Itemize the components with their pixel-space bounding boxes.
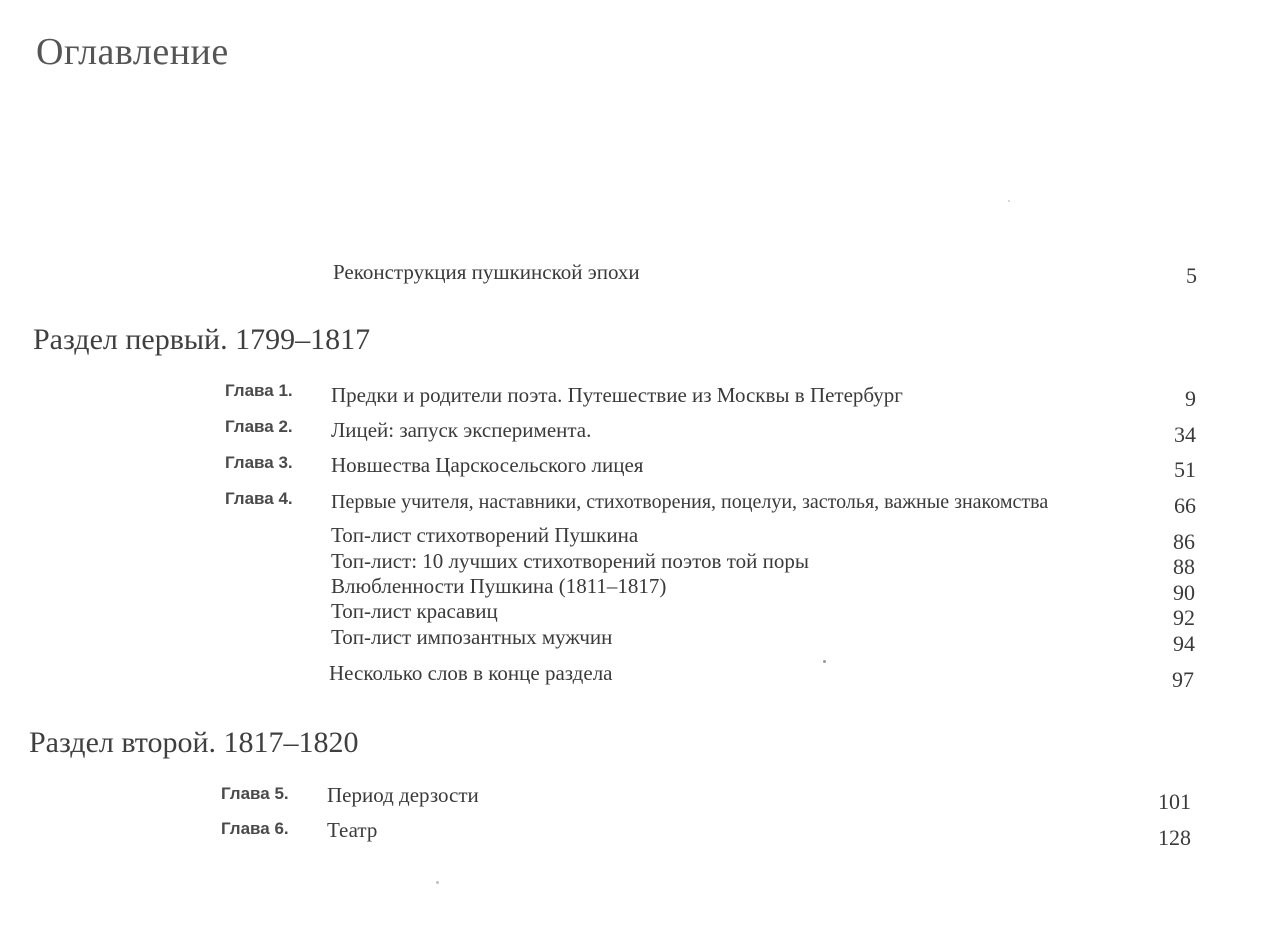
extra-entry-5-page: 94 — [1173, 631, 1195, 656]
extra-entry-1-page: 86 — [1173, 529, 1195, 554]
extra-entry-5-title[interactable]: Топ-лист импозантных мужчин — [331, 625, 613, 649]
section-heading-1: Раздел первый. 1799–1817 — [33, 323, 371, 356]
extra-entry-4-title[interactable]: Топ-лист красавиц — [331, 599, 498, 623]
chapter-number-3: Глава 3. — [225, 453, 293, 472]
chapter-number-2: Глава 2. — [225, 417, 293, 436]
chapter-title-3[interactable]: Новшества Царскосельского лицея — [331, 453, 644, 477]
section-closing-page: 97 — [1172, 667, 1194, 692]
chapter-page-6: 128 — [1158, 825, 1191, 850]
chapter-title-6[interactable]: Театр — [327, 818, 378, 842]
extra-entry-3-title[interactable]: Влюбленности Пушкина (1811–1817) — [331, 574, 667, 598]
chapter-page-5: 101 — [1158, 789, 1191, 814]
chapter-page-1: 9 — [1185, 386, 1196, 411]
chapter-number-4: Глава 4. — [225, 489, 293, 508]
extra-entry-2-page: 88 — [1173, 554, 1195, 579]
scan-speck — [823, 660, 826, 663]
page-title: Оглавление — [36, 31, 229, 73]
chapter-title-5[interactable]: Период дерзости — [327, 783, 479, 807]
toc-entry-intro-page: 5 — [1186, 263, 1197, 288]
chapter-number-6: Глава 6. — [221, 819, 289, 838]
extra-entry-2-title[interactable]: Топ-лист: 10 лучших стихотворений поэтов той поры — [331, 549, 809, 573]
chapter-page-4: 66 — [1174, 493, 1196, 518]
scan-speck — [1008, 200, 1010, 202]
extra-entry-3-page: 90 — [1173, 580, 1195, 605]
chapter-title-1[interactable]: Предки и родители поэта. Путешествие из Москвы в Петербург — [331, 383, 903, 407]
chapter-number-5: Глава 5. — [221, 784, 289, 803]
chapter-number-1: Глава 1. — [225, 381, 293, 400]
chapter-title-4[interactable]: Первые учителя, наставники, стихотворения, поцелуи, застолья, важные знакомства — [331, 491, 1049, 513]
scan-speck — [436, 881, 439, 884]
chapter-page-3: 51 — [1174, 457, 1196, 482]
section-heading-2: Раздел второй. 1817–1820 — [29, 726, 359, 759]
chapter-page-2: 34 — [1174, 422, 1196, 447]
toc-entry-intro-title[interactable]: Реконструкция пушкинской эпохи — [333, 260, 640, 284]
extra-entry-1-title[interactable]: Топ-лист стихотворений Пушкина — [331, 523, 639, 547]
extra-entry-4-page: 92 — [1173, 605, 1195, 630]
chapter-title-2[interactable]: Лицей: запуск эксперимента. — [331, 418, 592, 442]
section-closing-title[interactable]: Несколько слов в конце раздела — [329, 661, 613, 685]
